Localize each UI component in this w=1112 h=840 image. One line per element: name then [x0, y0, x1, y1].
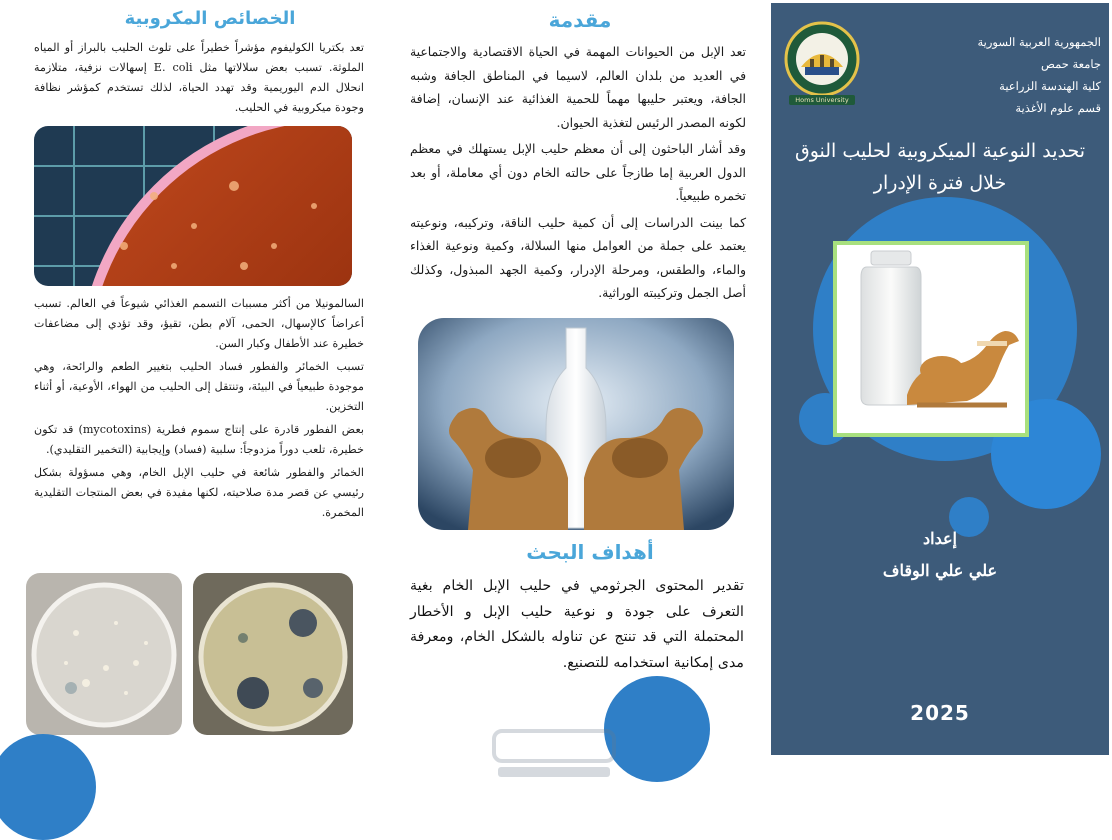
intro-paragraph: تعد الإبل من الحيوانات المهمة في الحياة الاقتصادية والاجتماعية في العديد من بلدان العالم، لاسيما في المناطق الجافة وشبه الجافة، ويعتبر حليبها مهماً للحمية الغذائية عند الإنسان، إضافة لكونه المصدر الرئيس لتغذية الحيوان. — [410, 44, 746, 130]
petri-dish-image — [34, 126, 352, 286]
goals-heading: أهداف البحث — [526, 540, 654, 564]
milk-camels-image — [418, 318, 734, 530]
left-paragraph: السالمونيلا من أكثر مسببات التسمم الغذائي شيوعاً في العالم. تسبب أعراضاً كالإسهال، الحمى، آلام بطن، تقيؤ، وقد تؤدي إلى مضاعفات خطيرة عند الأطفال وكبار السن. — [34, 297, 364, 350]
petri-dish-image — [26, 573, 182, 735]
brochure-title: تحديد النوعية الميكروبية لحليب النوق خلال فترة الإدرار — [794, 140, 1086, 194]
logo-caption: Homs University — [795, 96, 849, 104]
intro-heading: مقدمة — [548, 8, 612, 32]
camel-milk-image — [833, 241, 1029, 437]
publication-year: 2025 — [910, 701, 970, 725]
intro-body — [410, 40, 746, 308]
left-body — [34, 294, 364, 526]
left-paragraph: الخمائر والفطور شائعة في حليب الإبل الخام، وهي مسؤولة بشكل رئيسي عن قصر مدة صلاحيته، لكنها مفيدة في بعض المنتجات التقليدية المخمرة. — [34, 466, 364, 519]
cover-panel — [771, 3, 1109, 755]
petri-dish-image — [193, 573, 353, 735]
intro-paragraph: كما بينت الدراسات إلى أن كمية حليب الناقة، وتركيبه، ونوعيته يعتمد على جملة من العوامل منها السلالة، وكمية ونوعية الغذاء والماء، والطقس، ومرحلة الإدرار، وكمية الجهد المبذول، وكذلك أصل الجمل وتركيبته الوراثية. — [410, 214, 746, 300]
university-lines — [951, 31, 1101, 119]
university-line: جامعة حمص — [1041, 57, 1101, 71]
prepared-by-label: إعداد — [923, 529, 957, 548]
left-heading: الخصائص المكروبية — [124, 8, 296, 29]
goals-text: تقدير المحتوى الجرثومي في حليب الإبل الخام بغية التعرف على جودة و نوعية حليب الإبل و الأخطار المحتملة التي قد تنتج عن تناوله بالشكل الخام، ومعرفة مدى إمكانية استخدامه للتصنيع. — [410, 578, 744, 671]
watermark-logo — [488, 725, 620, 783]
department-line: قسم علوم الأغذية — [1015, 101, 1101, 115]
left-paragraph: تسبب الخمائر والفطور فساد الحليب بتغيير الطعم والرائحة، وهي موجودة طبيعياً في البيئة، وتنتقل إلى الحليب من الهواء، الأوعية، أو أثناء التخزين. — [34, 360, 364, 413]
faculty-line: كلية الهندسة الزراعية — [999, 79, 1101, 93]
author-name: علي علي الوقاف — [882, 561, 998, 580]
country-line: الجمهورية العربية السورية — [977, 35, 1101, 49]
decorative-circle — [0, 734, 96, 840]
university-logo — [783, 17, 861, 107]
left-paragraph: بعض الفطور قادرة على إنتاج سموم فطرية (mycotoxins) قد تكون خطيرة، تلعب دوراً مزدوجاً: سلبية (فساد) وإيجابية (التخمير التقليدي). — [34, 423, 364, 456]
left-intro: تعد بكتريا الكوليفوم مؤشراً خطيراً على تلوث الحليب بالبراز أو المياه الملوثة. تسبب بعض سلالاتها مثل E. coli إسهالات نزفية، متلازمة انحلال الدم اليوريمية وقد تهدد الحياة، لذلك تستخدم كمؤشر نظافة وجودة ميكروبية في الحليب. — [34, 41, 364, 114]
intro-paragraph: وقد أشار الباحثون إلى أن معظم حليب الإبل يستهلك في معظم الدول العربية إما طازجاً على حالته الخام دون أي معاملة، أو بعد تخمره طبيعياً. — [410, 141, 746, 203]
